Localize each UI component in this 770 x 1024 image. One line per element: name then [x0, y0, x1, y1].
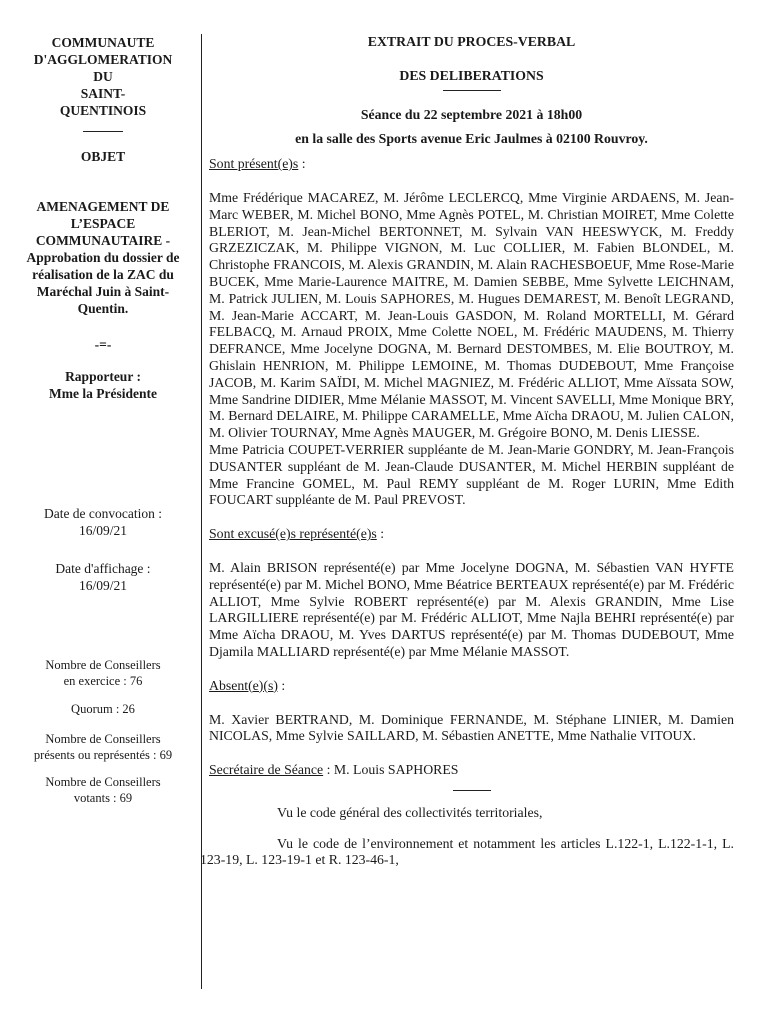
affichage-value: 16/09/21	[78, 578, 127, 593]
presents-list: Mme Frédérique MACAREZ, M. Jérôme LECLERCQ, Mme Virginie ARDAENS, M. Jean-Marc WEBER, M. Michel BONO, Mme Agnès POTEL, M. Christian MOIRET, Mme Colette BLERIOT, M. Jean-Michel BERTONNET, M. Sylvain VAN HEESWYCK, M. Freddy GRZEZICZAK, M. Philippe VIGNON, M. Luc COLLIER, M. Fabien BLONDEL, M. Christophe FRANCOIS, M. Alexis GRANDIN, M. Alain RACHESBOEUF, Mme Rose-Marie BUCEK, Mme Marie-Laurence MAITRE, M. Damien SEBBE, Mme Sylvette LEICHNAM, M. Patrick JULIEN, M. Louis SAPHORES, M. Hugues DEMAREST, M. Benoît LEGRAND, M. Jean-Marie ACCART, M. Jean-Louis GASDON, M. Roland MORTELLI, M. Gérard FELBACQ, M. Arnaud PROIX, Mme Colette NOEL, M. Frédéric MAUDENS, M. Thierry DEFRANCE, Mme Jocelyne DOGNA, M. Bernard DESTOMBES, M. Elie BOUTROY, M. Ghislain HENRION, M. Philippe LEMOINE, M. Thomas DUDEBOUT, Mme Françoise JACOB, M. Karim SAÏDI, M. Michel MAGNIEZ, M. Frédéric ALLIOT, Mme Aïssata SOW, Mme Sandrine DIDIER, Mme Mélanie MASSOT, M. Vincent SAVELLI, Mme Monique BRY, M. Bernard DELAIRE, M. Philippe CARAMELLE, Mme Aïcha DRAOU, M. Julien CALON, M. Olivier TOURNAY, Mme Agnès MAUGER, M. Grégoire BONO, M. Denis LIESSE.	[209, 189, 734, 441]
affichage-label: Date d'affichage :	[55, 561, 151, 576]
org-name	[18, 34, 188, 119]
title-rule	[443, 90, 501, 91]
presents-line: présents ou représentés : 69	[33, 748, 173, 762]
vu-cgct: Vu le code général des collectivités territoriales,	[277, 804, 543, 820]
presents-heading	[209, 156, 734, 173]
excuses-heading	[209, 526, 734, 543]
vu-code-environnement: Vu le code de l’environnement et notamment les articles L.122-1, L.122-1-1, L. 123-19, L. 123-19-1 et R. 123-46-1,	[200, 835, 734, 868]
absents-list: M. Xavier BERTRAND, M. Dominique FERNANDE, M. Stéphane LINIER, M. Damien NICOLAS, Mme Sylvie SAILLARD, M. Sébastien ANETTE, Mme Nathalie VITOUX.	[209, 711, 734, 744]
exercice-line: Nombre de Conseillers	[45, 658, 161, 672]
seance-date: Séance du 22 septembre 2021 à 18h00	[360, 106, 583, 122]
quorum: Quorum : 26	[71, 702, 135, 716]
rapporteur-value: Mme la Présidente	[49, 386, 157, 401]
excuses-list: M. Alain BRISON représenté(e) par Mme Jocelyne DOGNA, M. Sébastien VAN HYFTE représenté(e) par M. Michel BONO, Mme Béatrice BERTEAUX représenté(e) par M. Frédéric ALLIOT, Mme Sylvie ROBERT représenté(e) par M. Alexis GRANDIN, Mme Lise LARGILLIERE représenté(e) par M. Frédéric ALLIOT, Mme Najla BEHRI représenté(e) par Mme Aïcha DRAOU, M. Yves DARTUS représenté(e) par M. Thomas DUDEBOUT, Mme Djamila MALLIARD représenté(e) par Mme Mélanie MASSOT.	[209, 559, 734, 659]
org-rule	[83, 131, 123, 132]
seance-lieu: en la salle des Sports avenue Eric Jaulmes à 02100 Rouvroy.	[295, 131, 648, 147]
org-line: DU	[93, 69, 113, 84]
rapporteur	[18, 368, 188, 402]
rapporteur-label: Rapporteur :	[65, 369, 141, 384]
convocation-value: 16/09/21	[78, 523, 127, 538]
presents-suffix: :	[298, 156, 306, 172]
org-line: COMMUNAUTE	[51, 35, 155, 50]
doc-subtitle: DES DELIBERATIONS	[399, 67, 544, 83]
objet-label: OBJET	[80, 149, 126, 164]
presents-line: Nombre de Conseillers	[45, 732, 161, 746]
right-column	[200, 34, 734, 869]
doc-title: EXTRAIT DU PROCES-VERBAL	[367, 34, 576, 49]
objet-text: AMENAGEMENT DE L’ESPACE COMMUNAUTAIRE - Approbation du dossier de réalisation de la ZAC du Maréchal Juin à Saint-Quentin.	[26, 199, 180, 316]
secretaire-value: : M. Louis SAPHORES	[323, 762, 459, 778]
org-line: D'AGGLOMERATION	[33, 52, 173, 67]
absents-suffix: :	[277, 677, 286, 693]
secretaire-rule	[453, 790, 491, 791]
conseillers-presents	[18, 731, 188, 763]
absents-label: Absent(e)(s)	[209, 677, 278, 693]
secretaire-label: Secrétaire de Séance	[209, 762, 324, 778]
convocation-label: Date de convocation :	[43, 506, 163, 521]
absents-heading	[209, 678, 734, 695]
org-line: SAINT-	[80, 86, 126, 101]
left-column	[18, 34, 188, 806]
votants-line: Nombre de Conseillers	[45, 775, 161, 789]
org-line: QUENTINOIS	[59, 103, 147, 118]
secretaire-line	[209, 762, 734, 779]
affichage-date	[18, 560, 188, 594]
conseillers-votants	[18, 774, 188, 806]
presents-label: Sont présent(e)s	[209, 156, 299, 172]
convocation-date	[18, 505, 188, 539]
excuses-suffix: :	[376, 526, 385, 542]
votants-line: votants : 69	[73, 791, 133, 805]
exercice-line: en exercice : 76	[63, 674, 143, 688]
conseillers-exercice	[18, 657, 188, 689]
separator: -=-	[94, 337, 112, 352]
excuses-label: Sont excusé(e)s représenté(e)s	[209, 526, 377, 542]
suppleants-list: Mme Patricia COUPET-VERRIER suppléante de M. Jean-Marie GONDRY, M. Jean-François DUSANTER suppléant de M. Jean-Claude DUSANTER, M. Michel HERBIN suppléant de Mme Francine GOMEL, M. Paul REMY suppléant de M. Roger LURIN, Mme Edith FOUCART suppléante de M. Paul PREVOST.	[209, 441, 734, 508]
